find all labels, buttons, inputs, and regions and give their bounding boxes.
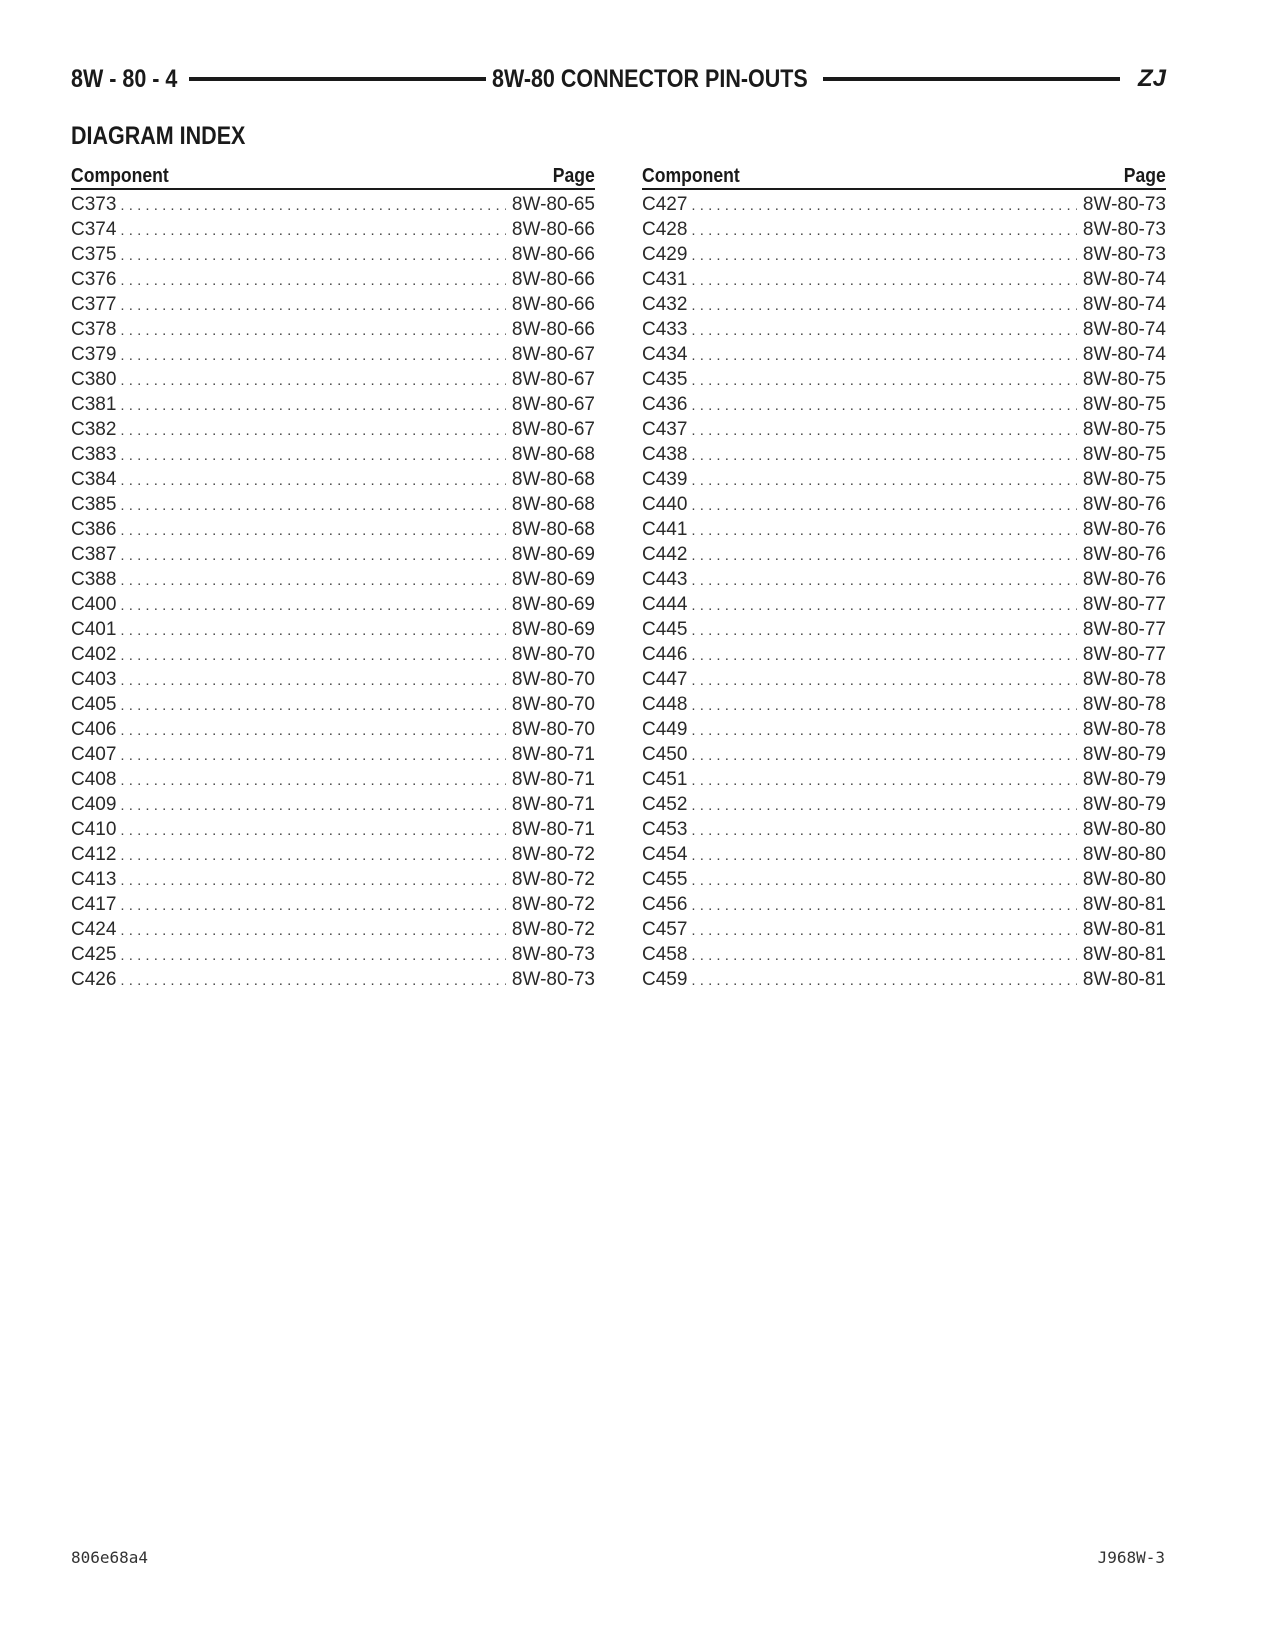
component-id: C457 — [642, 919, 688, 940]
component-id: C409 — [71, 794, 117, 815]
dot-leader — [691, 647, 1076, 664]
dot-leader — [691, 897, 1076, 914]
component-id: C441 — [642, 519, 688, 540]
page-reference: 8W-80-77 — [1082, 594, 1166, 615]
index-entry — [642, 519, 1166, 544]
dot-leader — [691, 497, 1076, 514]
page-reference: 8W-80-66 — [511, 219, 595, 240]
page-title: DIAGRAM INDEX — [71, 122, 246, 150]
component-id: C452 — [642, 794, 688, 815]
page-reference: 8W-80-73 — [1082, 244, 1166, 265]
dot-leader — [120, 522, 505, 539]
page-reference: 8W-80-81 — [1082, 919, 1166, 940]
component-id: C408 — [71, 769, 117, 790]
component-id: C402 — [71, 644, 117, 665]
page-reference: 8W-80-69 — [511, 544, 595, 565]
page-reference: 8W-80-72 — [511, 844, 595, 865]
index-entry — [71, 494, 595, 519]
index-entry — [71, 969, 595, 994]
page-number: 8W - 80 - 4 — [71, 64, 178, 93]
index-entry — [642, 969, 1166, 994]
page-reference: 8W-80-69 — [511, 619, 595, 640]
page-reference: 8W-80-68 — [511, 494, 595, 515]
dot-leader — [691, 472, 1076, 489]
page-reference: 8W-80-71 — [511, 794, 595, 815]
component-id: C386 — [71, 519, 117, 540]
dot-leader — [120, 622, 505, 639]
section-heading: 8W-80 CONNECTOR PIN-OUTS — [492, 64, 808, 93]
index-entry — [71, 369, 595, 394]
footer-code-left: 806e68a4 — [71, 1548, 149, 1567]
page-header — [71, 62, 1166, 96]
component-id: C450 — [642, 744, 688, 765]
dot-leader — [120, 922, 505, 939]
index-entry — [71, 419, 595, 444]
dot-leader — [120, 347, 505, 364]
page-reference: 8W-80-81 — [1082, 969, 1166, 990]
page-reference: 8W-80-66 — [511, 269, 595, 290]
component-id: C401 — [71, 619, 117, 640]
dot-leader — [691, 747, 1076, 764]
index-entry — [642, 669, 1166, 694]
index-entry — [642, 794, 1166, 819]
page-reference: 8W-80-75 — [1082, 444, 1166, 465]
page-reference: 8W-80-79 — [1082, 744, 1166, 765]
page-reference: 8W-80-66 — [511, 294, 595, 315]
index-entry — [71, 694, 595, 719]
dot-leader — [691, 572, 1076, 589]
index-entry — [642, 394, 1166, 419]
dot-leader — [691, 322, 1076, 339]
index-entry — [642, 569, 1166, 594]
index-entry — [71, 469, 595, 494]
index-entry — [642, 869, 1166, 894]
index-entry — [71, 619, 595, 644]
index-entry — [71, 769, 595, 794]
column-header — [71, 158, 595, 190]
index-entry — [642, 344, 1166, 369]
index-entry — [642, 494, 1166, 519]
index-entry — [642, 819, 1166, 844]
dot-leader — [120, 497, 505, 514]
dot-leader — [120, 822, 505, 839]
dot-leader — [691, 347, 1076, 364]
component-id: C449 — [642, 719, 688, 740]
dot-leader — [120, 447, 505, 464]
page-reference: 8W-80-70 — [511, 644, 595, 665]
index-entry — [642, 194, 1166, 219]
page-reference: 8W-80-75 — [1082, 369, 1166, 390]
dot-leader — [691, 672, 1076, 689]
page-reference: 8W-80-71 — [511, 744, 595, 765]
dot-leader — [691, 247, 1076, 264]
index-entry — [71, 244, 595, 269]
index-entry — [642, 919, 1166, 944]
index-entry — [642, 544, 1166, 569]
dot-leader — [120, 722, 505, 739]
index-entry — [71, 744, 595, 769]
component-id: C445 — [642, 619, 688, 640]
page-reference: 8W-80-73 — [511, 944, 595, 965]
index-entry — [71, 844, 595, 869]
page-reference: 8W-80-67 — [511, 344, 595, 365]
index-entry — [642, 269, 1166, 294]
page-reference: 8W-80-77 — [1082, 619, 1166, 640]
dot-leader — [691, 522, 1076, 539]
page-reference: 8W-80-75 — [1082, 469, 1166, 490]
component-id: C410 — [71, 819, 117, 840]
page-reference: 8W-80-66 — [511, 319, 595, 340]
page-reference: 8W-80-70 — [511, 719, 595, 740]
page-reference: 8W-80-80 — [1082, 844, 1166, 865]
index-entry — [71, 219, 595, 244]
index-list-left — [71, 194, 595, 994]
component-id: C424 — [71, 919, 117, 940]
component-id: C433 — [642, 319, 688, 340]
component-id: C455 — [642, 869, 688, 890]
index-entry — [642, 294, 1166, 319]
page-reference: 8W-80-81 — [1082, 944, 1166, 965]
dot-leader — [120, 647, 505, 664]
dot-leader — [120, 947, 505, 964]
dot-leader — [691, 422, 1076, 439]
page-header-label: Page — [1123, 165, 1166, 187]
index-entry — [71, 644, 595, 669]
component-id: C438 — [642, 444, 688, 465]
component-id: C428 — [642, 219, 688, 240]
dot-leader — [120, 422, 505, 439]
page-reference: 8W-80-80 — [1082, 869, 1166, 890]
page-reference: 8W-80-75 — [1082, 419, 1166, 440]
page-reference: 8W-80-68 — [511, 519, 595, 540]
dot-leader — [691, 847, 1076, 864]
dot-leader — [691, 447, 1076, 464]
index-list-right — [642, 194, 1166, 994]
index-entry — [642, 244, 1166, 269]
page-reference: 8W-80-74 — [1082, 269, 1166, 290]
component-id: C412 — [71, 844, 117, 865]
component-id: C459 — [642, 969, 688, 990]
dot-leader — [691, 722, 1076, 739]
index-column-right — [642, 158, 1166, 994]
component-id: C431 — [642, 269, 688, 290]
index-entry — [71, 269, 595, 294]
page-reference: 8W-80-72 — [511, 919, 595, 940]
dot-leader — [120, 572, 505, 589]
dot-leader — [691, 797, 1076, 814]
dot-leader — [120, 372, 505, 389]
component-id: C453 — [642, 819, 688, 840]
component-id: C377 — [71, 294, 117, 315]
index-entry — [71, 519, 595, 544]
component-id: C381 — [71, 394, 117, 415]
dot-leader — [691, 397, 1076, 414]
dot-leader — [120, 672, 505, 689]
dot-leader — [691, 947, 1076, 964]
dot-leader — [120, 397, 505, 414]
index-entry — [71, 794, 595, 819]
page-reference: 8W-80-70 — [511, 669, 595, 690]
page-reference: 8W-80-76 — [1082, 519, 1166, 540]
dot-leader — [691, 197, 1076, 214]
component-id: C446 — [642, 644, 688, 665]
index-entry — [642, 719, 1166, 744]
component-id: C456 — [642, 894, 688, 915]
component-id: C427 — [642, 194, 688, 215]
header-rule-right — [823, 77, 1120, 81]
page-reference: 8W-80-76 — [1082, 544, 1166, 565]
page-reference: 8W-80-65 — [511, 194, 595, 215]
component-id: C413 — [71, 869, 117, 890]
page-reference: 8W-80-77 — [1082, 644, 1166, 665]
dot-leader — [120, 972, 505, 989]
index-entry — [71, 194, 595, 219]
dot-leader — [691, 222, 1076, 239]
dot-leader — [120, 747, 505, 764]
component-id: C385 — [71, 494, 117, 515]
component-id: C417 — [71, 894, 117, 915]
component-id: C458 — [642, 944, 688, 965]
dot-leader — [120, 697, 505, 714]
dot-leader — [691, 547, 1076, 564]
page-reference: 8W-80-76 — [1082, 494, 1166, 515]
index-entry — [642, 469, 1166, 494]
component-id: C443 — [642, 569, 688, 590]
dot-leader — [120, 297, 505, 314]
page-reference: 8W-80-69 — [511, 569, 595, 590]
index-entry — [642, 944, 1166, 969]
dot-leader — [120, 247, 505, 264]
index-entry — [642, 594, 1166, 619]
component-id: C426 — [71, 969, 117, 990]
component-header: Component — [71, 165, 169, 187]
component-id: C403 — [71, 669, 117, 690]
component-id: C429 — [642, 244, 688, 265]
component-id: C432 — [642, 294, 688, 315]
dot-leader — [120, 797, 505, 814]
page-reference: 8W-80-71 — [511, 819, 595, 840]
index-entry — [71, 594, 595, 619]
index-entry — [642, 419, 1166, 444]
dot-leader — [120, 772, 505, 789]
component-id: C434 — [642, 344, 688, 365]
dot-leader — [691, 272, 1076, 289]
component-id: C440 — [642, 494, 688, 515]
page-reference: 8W-80-67 — [511, 394, 595, 415]
index-entry — [71, 294, 595, 319]
component-id: C444 — [642, 594, 688, 615]
dot-leader — [691, 822, 1076, 839]
index-column-left — [71, 158, 595, 994]
index-entry — [71, 944, 595, 969]
dot-leader — [691, 597, 1076, 614]
index-entry — [642, 694, 1166, 719]
component-id: C435 — [642, 369, 688, 390]
model-code: ZJ — [1137, 65, 1166, 92]
footer-code-right: J968W-3 — [1097, 1548, 1165, 1567]
index-entry — [642, 744, 1166, 769]
index-entry — [642, 894, 1166, 919]
page-reference: 8W-80-79 — [1082, 769, 1166, 790]
page-reference: 8W-80-74 — [1082, 344, 1166, 365]
page-reference: 8W-80-73 — [511, 969, 595, 990]
component-id: C451 — [642, 769, 688, 790]
dot-leader — [120, 547, 505, 564]
dot-leader — [120, 197, 505, 214]
component-id: C436 — [642, 394, 688, 415]
dot-leader — [691, 297, 1076, 314]
index-entry — [642, 369, 1166, 394]
component-id: C387 — [71, 544, 117, 565]
dot-leader — [120, 897, 505, 914]
page-reference: 8W-80-71 — [511, 769, 595, 790]
dot-leader — [691, 772, 1076, 789]
component-id: C376 — [71, 269, 117, 290]
component-id: C380 — [71, 369, 117, 390]
dot-leader — [691, 872, 1076, 889]
component-id: C379 — [71, 344, 117, 365]
index-entry — [71, 544, 595, 569]
index-entry — [71, 869, 595, 894]
index-entry — [71, 569, 595, 594]
component-id: C405 — [71, 694, 117, 715]
dot-leader — [120, 272, 505, 289]
dot-leader — [691, 972, 1076, 989]
page-reference: 8W-80-73 — [1082, 219, 1166, 240]
dot-leader — [120, 872, 505, 889]
dot-leader — [120, 847, 505, 864]
page-reference: 8W-80-67 — [511, 369, 595, 390]
page-reference: 8W-80-81 — [1082, 894, 1166, 915]
component-id: C407 — [71, 744, 117, 765]
index-entry — [642, 444, 1166, 469]
index-entry — [642, 219, 1166, 244]
component-id: C437 — [642, 419, 688, 440]
component-id: C388 — [71, 569, 117, 590]
page-reference: 8W-80-74 — [1082, 319, 1166, 340]
page-reference: 8W-80-69 — [511, 594, 595, 615]
page-reference: 8W-80-78 — [1082, 719, 1166, 740]
component-id: C400 — [71, 594, 117, 615]
component-id: C378 — [71, 319, 117, 340]
page-reference: 8W-80-72 — [511, 894, 595, 915]
component-header: Component — [642, 165, 740, 187]
column-header — [642, 158, 1166, 190]
index-entry — [642, 619, 1166, 644]
component-id: C448 — [642, 694, 688, 715]
component-id: C375 — [71, 244, 117, 265]
component-id: C425 — [71, 944, 117, 965]
component-id: C384 — [71, 469, 117, 490]
component-id: C383 — [71, 444, 117, 465]
component-id: C447 — [642, 669, 688, 690]
index-entry — [642, 844, 1166, 869]
page-reference: 8W-80-72 — [511, 869, 595, 890]
page-reference: 8W-80-78 — [1082, 694, 1166, 715]
header-rule-left — [189, 77, 486, 81]
index-entry — [642, 319, 1166, 344]
dot-leader — [691, 697, 1076, 714]
component-id: C373 — [71, 194, 117, 215]
page-reference: 8W-80-67 — [511, 419, 595, 440]
dot-leader — [120, 222, 505, 239]
component-id: C439 — [642, 469, 688, 490]
index-entry — [642, 644, 1166, 669]
dot-leader — [120, 597, 505, 614]
dot-leader — [691, 622, 1076, 639]
index-entry — [71, 719, 595, 744]
page-reference: 8W-80-68 — [511, 469, 595, 490]
page-reference: 8W-80-79 — [1082, 794, 1166, 815]
dot-leader — [691, 372, 1076, 389]
page-reference: 8W-80-68 — [511, 444, 595, 465]
page-reference: 8W-80-76 — [1082, 569, 1166, 590]
page-reference: 8W-80-78 — [1082, 669, 1166, 690]
index-entry — [71, 819, 595, 844]
page-reference: 8W-80-70 — [511, 694, 595, 715]
component-id: C382 — [71, 419, 117, 440]
page-reference: 8W-80-80 — [1082, 819, 1166, 840]
index-entry — [71, 394, 595, 419]
index-entry — [71, 444, 595, 469]
index-entry — [71, 319, 595, 344]
component-id: C454 — [642, 844, 688, 865]
component-id: C374 — [71, 219, 117, 240]
index-entry — [71, 894, 595, 919]
index-entry — [71, 919, 595, 944]
page-reference: 8W-80-74 — [1082, 294, 1166, 315]
index-entry — [642, 769, 1166, 794]
dot-leader — [120, 472, 505, 489]
dot-leader — [120, 322, 505, 339]
index-entry — [71, 669, 595, 694]
page-header-label: Page — [552, 165, 595, 187]
dot-leader — [691, 922, 1076, 939]
index-entry — [71, 344, 595, 369]
component-id: C406 — [71, 719, 117, 740]
page-reference: 8W-80-75 — [1082, 394, 1166, 415]
page-reference: 8W-80-66 — [511, 244, 595, 265]
page-reference: 8W-80-73 — [1082, 194, 1166, 215]
component-id: C442 — [642, 544, 688, 565]
